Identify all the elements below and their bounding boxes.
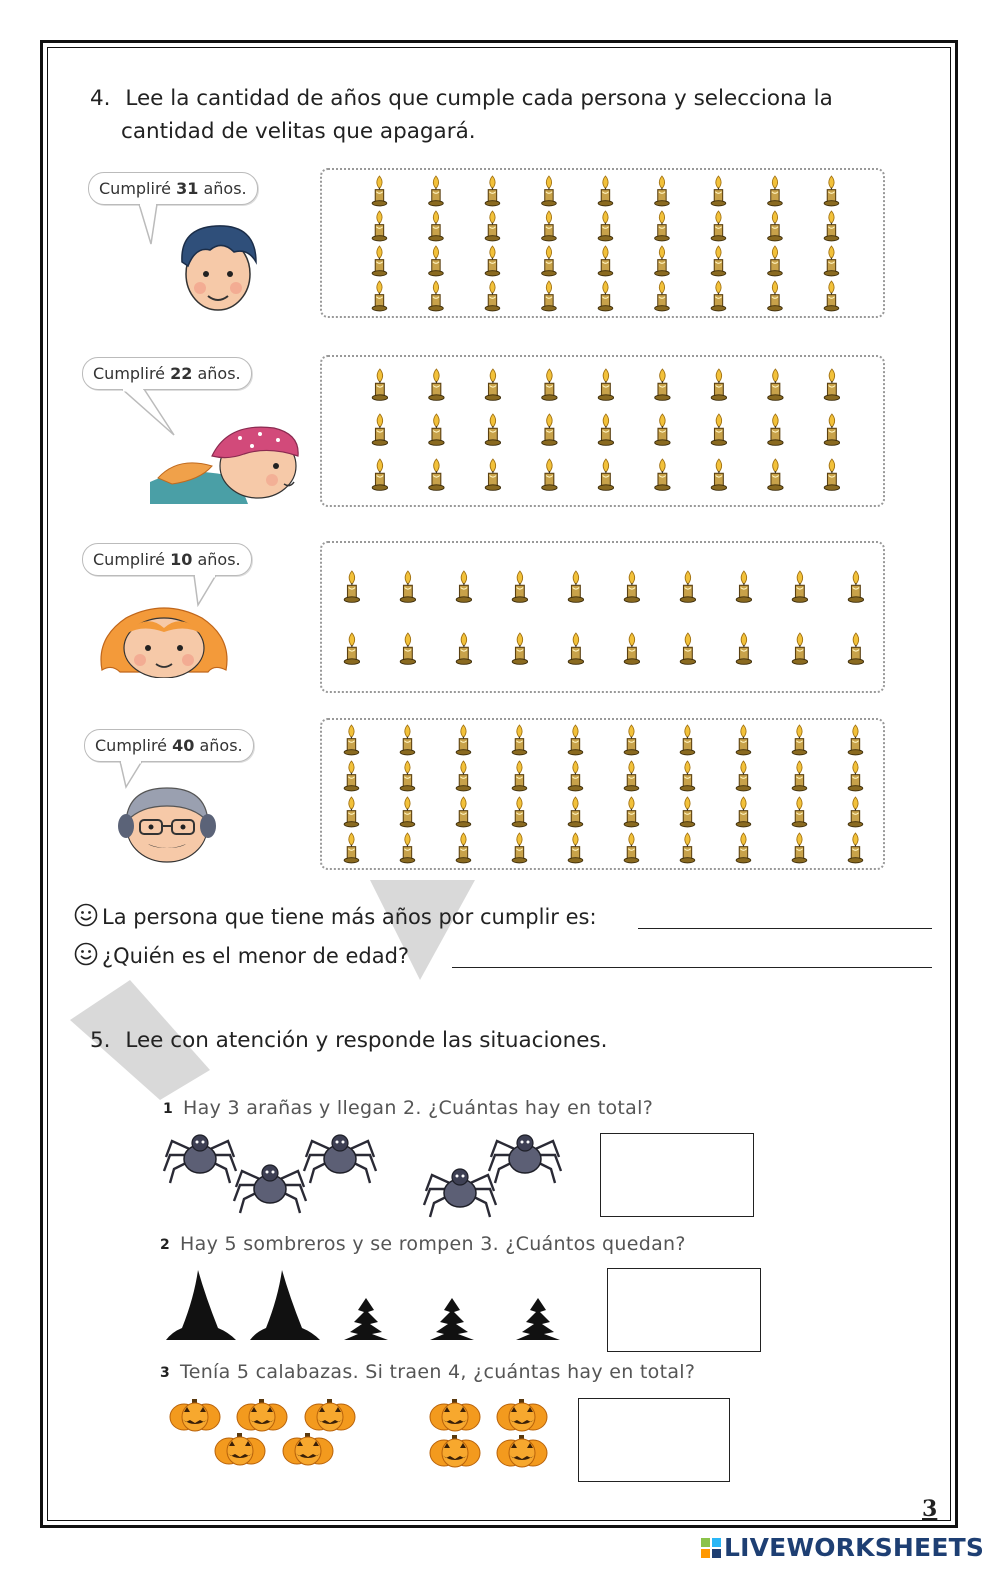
candle-icon[interactable] <box>400 633 415 664</box>
candle-icon[interactable] <box>624 833 639 863</box>
candle-icon[interactable] <box>456 633 471 664</box>
question-4-number: 4. <box>90 86 111 111</box>
witch-hats-group <box>160 1268 590 1348</box>
candle-icon[interactable] <box>344 725 359 755</box>
bubble-age: 40 <box>172 736 195 755</box>
girl-bandana-face-icon <box>148 420 308 504</box>
candle-icon[interactable] <box>655 459 670 490</box>
candle-icon[interactable] <box>792 833 807 863</box>
candle-icon[interactable] <box>372 281 387 311</box>
candle-icon[interactable] <box>344 571 359 602</box>
candle-icon[interactable] <box>624 571 639 602</box>
bubble-suffix: años. <box>192 364 241 383</box>
candle-icon[interactable] <box>372 414 387 445</box>
candle-icon[interactable] <box>824 176 839 206</box>
bubble-prefix: Cumpliré <box>93 364 171 383</box>
candle-icon[interactable] <box>711 281 726 311</box>
candle-icon[interactable] <box>542 246 557 276</box>
girl-face-icon <box>96 598 232 678</box>
pumpkins-group <box>165 1395 565 1475</box>
candle-icon[interactable] <box>372 459 387 490</box>
problem-1-question: Hay 3 arañas y llegan 2. ¿Cuántas hay en total? <box>183 1097 654 1119</box>
candle-icon[interactable] <box>711 211 726 241</box>
candle-icon[interactable] <box>848 571 863 602</box>
candle-icon[interactable] <box>542 369 557 400</box>
bubble-suffix: años. <box>194 736 243 755</box>
candle-icon[interactable] <box>485 246 500 276</box>
bubble-age: 22 <box>170 364 193 383</box>
liveworksheets-logo-text: LIVEWORKSHEETS <box>724 1533 985 1562</box>
problem-3-text <box>160 1361 695 1383</box>
candle-group-1 <box>322 170 887 320</box>
candle-icon[interactable] <box>680 833 695 863</box>
candle-icon[interactable] <box>485 211 500 241</box>
answer-prompt-youngest: ¿Quién es el menor de edad? <box>102 944 410 968</box>
candle-icon[interactable] <box>512 725 527 755</box>
candle-icon[interactable] <box>456 833 471 863</box>
candle-box-1 <box>320 168 885 318</box>
boy-face-icon <box>172 218 264 314</box>
bubble-suffix: años. <box>198 179 247 198</box>
candle-icon[interactable] <box>680 761 695 791</box>
candle-icon[interactable] <box>568 833 583 863</box>
candle-icon[interactable] <box>429 246 444 276</box>
candle-icon[interactable] <box>598 369 613 400</box>
spider-icon <box>424 1169 496 1217</box>
speech-bubble-3 <box>82 543 252 576</box>
candle-icon[interactable] <box>768 211 783 241</box>
candle-icon[interactable] <box>655 369 670 400</box>
candle-icon[interactable] <box>824 459 839 490</box>
candle-icon[interactable] <box>344 761 359 791</box>
candle-icon[interactable] <box>848 797 863 827</box>
question-5-text: Lee con atención y responde las situaciones. <box>125 1028 608 1053</box>
candle-icon[interactable] <box>848 833 863 863</box>
candle-icon[interactable] <box>655 246 670 276</box>
candle-icon[interactable] <box>429 211 444 241</box>
candle-icon[interactable] <box>542 281 557 311</box>
problem-2-number: 2 <box>160 1236 171 1253</box>
candle-icon[interactable] <box>598 176 613 206</box>
candle-box-2 <box>320 355 885 507</box>
candle-icon[interactable] <box>400 797 415 827</box>
candle-icon[interactable] <box>624 797 639 827</box>
candle-icon[interactable] <box>655 281 670 311</box>
candle-icon[interactable] <box>429 414 444 445</box>
candle-icon[interactable] <box>372 176 387 206</box>
spider-icon <box>304 1135 376 1183</box>
candle-icon[interactable] <box>598 246 613 276</box>
candle-icon[interactable] <box>768 246 783 276</box>
candle-icon[interactable] <box>768 369 783 400</box>
candle-icon[interactable] <box>624 761 639 791</box>
candle-icon[interactable] <box>542 459 557 490</box>
problem-3-number: 3 <box>160 1364 171 1381</box>
candle-box-4 <box>320 718 885 870</box>
question-4-line1: Lee la cantidad de años que cumple cada persona y selecciona la <box>125 86 833 111</box>
candle-icon[interactable] <box>792 797 807 827</box>
answer-field-oldest[interactable] <box>638 928 932 929</box>
candle-icon[interactable] <box>400 833 415 863</box>
candle-icon[interactable] <box>512 797 527 827</box>
candle-icon[interactable] <box>485 369 500 400</box>
candle-icon[interactable] <box>680 633 695 664</box>
candle-icon[interactable] <box>512 761 527 791</box>
pumpkin-icon <box>305 1399 355 1431</box>
spider-icon <box>164 1135 236 1183</box>
bubble-prefix: Cumpliré <box>99 179 177 198</box>
candle-icon[interactable] <box>568 633 583 664</box>
candle-icon[interactable] <box>598 459 613 490</box>
bubble-tail-1 <box>135 204 165 246</box>
question-4-line2-wrap <box>121 115 476 148</box>
candle-icon[interactable] <box>768 176 783 206</box>
speech-bubble-4 <box>84 729 254 762</box>
candle-icon[interactable] <box>598 211 613 241</box>
candle-icon[interactable] <box>711 369 726 400</box>
candle-icon[interactable] <box>736 633 751 664</box>
candle-icon[interactable] <box>792 571 807 602</box>
candle-icon[interactable] <box>598 281 613 311</box>
pumpkin-icon <box>170 1399 220 1431</box>
broken-hat-icon <box>516 1298 560 1340</box>
candle-icon[interactable] <box>624 633 639 664</box>
candle-icon[interactable] <box>429 281 444 311</box>
candle-icon[interactable] <box>711 459 726 490</box>
candle-icon[interactable] <box>485 176 500 206</box>
candle-icon[interactable] <box>372 369 387 400</box>
question-5-title <box>90 1024 607 1057</box>
candle-icon[interactable] <box>456 725 471 755</box>
candle-box-3 <box>320 541 885 693</box>
candle-icon[interactable] <box>768 281 783 311</box>
candle-icon[interactable] <box>456 571 471 602</box>
bubble-age: 10 <box>170 550 193 569</box>
candle-icon[interactable] <box>824 414 839 445</box>
candle-icon[interactable] <box>542 211 557 241</box>
pumpkin-icon <box>430 1435 480 1467</box>
candle-icon[interactable] <box>792 725 807 755</box>
candle-icon[interactable] <box>711 176 726 206</box>
candle-icon[interactable] <box>768 414 783 445</box>
candle-icon[interactable] <box>736 761 751 791</box>
candle-group-3 <box>322 543 887 695</box>
candle-icon[interactable] <box>680 797 695 827</box>
candle-icon[interactable] <box>568 797 583 827</box>
bubble-prefix: Cumpliré <box>93 550 171 569</box>
bubble-suffix: años. <box>192 550 241 569</box>
problem-3-question: Tenía 5 calabazas. Si traen 4, ¿cuántas hay en total? <box>180 1361 696 1383</box>
pumpkin-icon <box>497 1399 547 1431</box>
candle-icon[interactable] <box>848 633 863 664</box>
candle-icon[interactable] <box>736 725 751 755</box>
candle-icon[interactable] <box>456 797 471 827</box>
pumpkin-icon <box>497 1435 547 1467</box>
candle-group-4 <box>322 720 887 872</box>
answer-field-youngest[interactable] <box>452 967 932 968</box>
pumpkin-icon <box>430 1399 480 1431</box>
candle-icon[interactable] <box>655 211 670 241</box>
candle-icon[interactable] <box>372 211 387 241</box>
candle-icon[interactable] <box>512 833 527 863</box>
question-4-title <box>90 82 833 115</box>
pumpkin-icon <box>283 1433 333 1465</box>
candle-icon[interactable] <box>736 571 751 602</box>
smiley-icon <box>74 903 98 927</box>
candle-icon[interactable] <box>624 725 639 755</box>
spider-icon <box>234 1165 306 1213</box>
problem-1-text <box>163 1097 653 1119</box>
candle-icon[interactable] <box>568 725 583 755</box>
candle-icon[interactable] <box>429 459 444 490</box>
question-5-number: 5. <box>90 1028 111 1053</box>
candle-icon[interactable] <box>792 633 807 664</box>
candle-icon[interactable] <box>344 633 359 664</box>
liveworksheets-logo-icon <box>701 1538 721 1558</box>
witch-hat-icon <box>250 1270 320 1340</box>
candle-icon[interactable] <box>568 571 583 602</box>
candle-icon[interactable] <box>344 797 359 827</box>
speech-bubble-2 <box>82 357 252 390</box>
candle-icon[interactable] <box>736 833 751 863</box>
smiley-icon <box>74 942 98 966</box>
candle-icon[interactable] <box>542 176 557 206</box>
candle-icon[interactable] <box>848 761 863 791</box>
problem-2-question: Hay 5 sombreros y se rompen 3. ¿Cuántos quedan? <box>180 1233 686 1255</box>
candle-icon[interactable] <box>568 761 583 791</box>
candle-icon[interactable] <box>824 281 839 311</box>
candle-icon[interactable] <box>848 725 863 755</box>
candle-icon[interactable] <box>429 176 444 206</box>
candle-icon[interactable] <box>824 369 839 400</box>
answer-prompt-oldest: La persona que tiene más años por cumplir es: <box>102 905 597 929</box>
candle-icon[interactable] <box>768 459 783 490</box>
candle-icon[interactable] <box>542 414 557 445</box>
candle-icon[interactable] <box>680 571 695 602</box>
problem-1-answer-box[interactable] <box>600 1133 754 1217</box>
grandmother-face-icon <box>114 782 220 866</box>
candle-icon[interactable] <box>372 246 387 276</box>
problem-3-answer-box[interactable] <box>578 1398 730 1482</box>
bubble-age: 31 <box>176 179 199 198</box>
witch-hat-icon <box>166 1270 236 1340</box>
spider-icon <box>489 1135 561 1183</box>
candle-icon[interactable] <box>485 281 500 311</box>
pumpkin-icon <box>237 1399 287 1431</box>
candle-icon[interactable] <box>792 761 807 791</box>
broken-hat-icon <box>430 1298 474 1340</box>
candle-icon[interactable] <box>655 414 670 445</box>
candle-icon[interactable] <box>400 725 415 755</box>
question-4-line2: cantidad de velitas que apagará. <box>121 119 476 144</box>
candle-icon[interactable] <box>680 725 695 755</box>
broken-hat-icon <box>344 1298 388 1340</box>
candle-group-2 <box>322 357 887 509</box>
candle-icon[interactable] <box>824 211 839 241</box>
problem-2-answer-box[interactable] <box>607 1268 761 1352</box>
spiders-group <box>160 1125 570 1225</box>
candle-icon[interactable] <box>598 414 613 445</box>
candle-icon[interactable] <box>655 176 670 206</box>
candle-icon[interactable] <box>400 761 415 791</box>
candle-icon[interactable] <box>512 571 527 602</box>
problem-2-text <box>160 1233 686 1255</box>
candle-icon[interactable] <box>456 761 471 791</box>
candle-icon[interactable] <box>711 414 726 445</box>
bubble-prefix: Cumpliré <box>95 736 173 755</box>
candle-icon[interactable] <box>711 246 726 276</box>
candle-icon[interactable] <box>736 797 751 827</box>
candle-icon[interactable] <box>344 833 359 863</box>
candle-icon[interactable] <box>512 633 527 664</box>
candle-icon[interactable] <box>400 571 415 602</box>
pumpkin-icon <box>215 1433 265 1465</box>
candle-icon[interactable] <box>485 459 500 490</box>
problem-1-number: 1 <box>163 1100 174 1117</box>
candle-icon[interactable] <box>824 246 839 276</box>
page-number: 3 <box>922 1496 938 1522</box>
candle-icon[interactable] <box>429 369 444 400</box>
candle-icon[interactable] <box>485 414 500 445</box>
speech-bubble-1 <box>88 172 258 205</box>
